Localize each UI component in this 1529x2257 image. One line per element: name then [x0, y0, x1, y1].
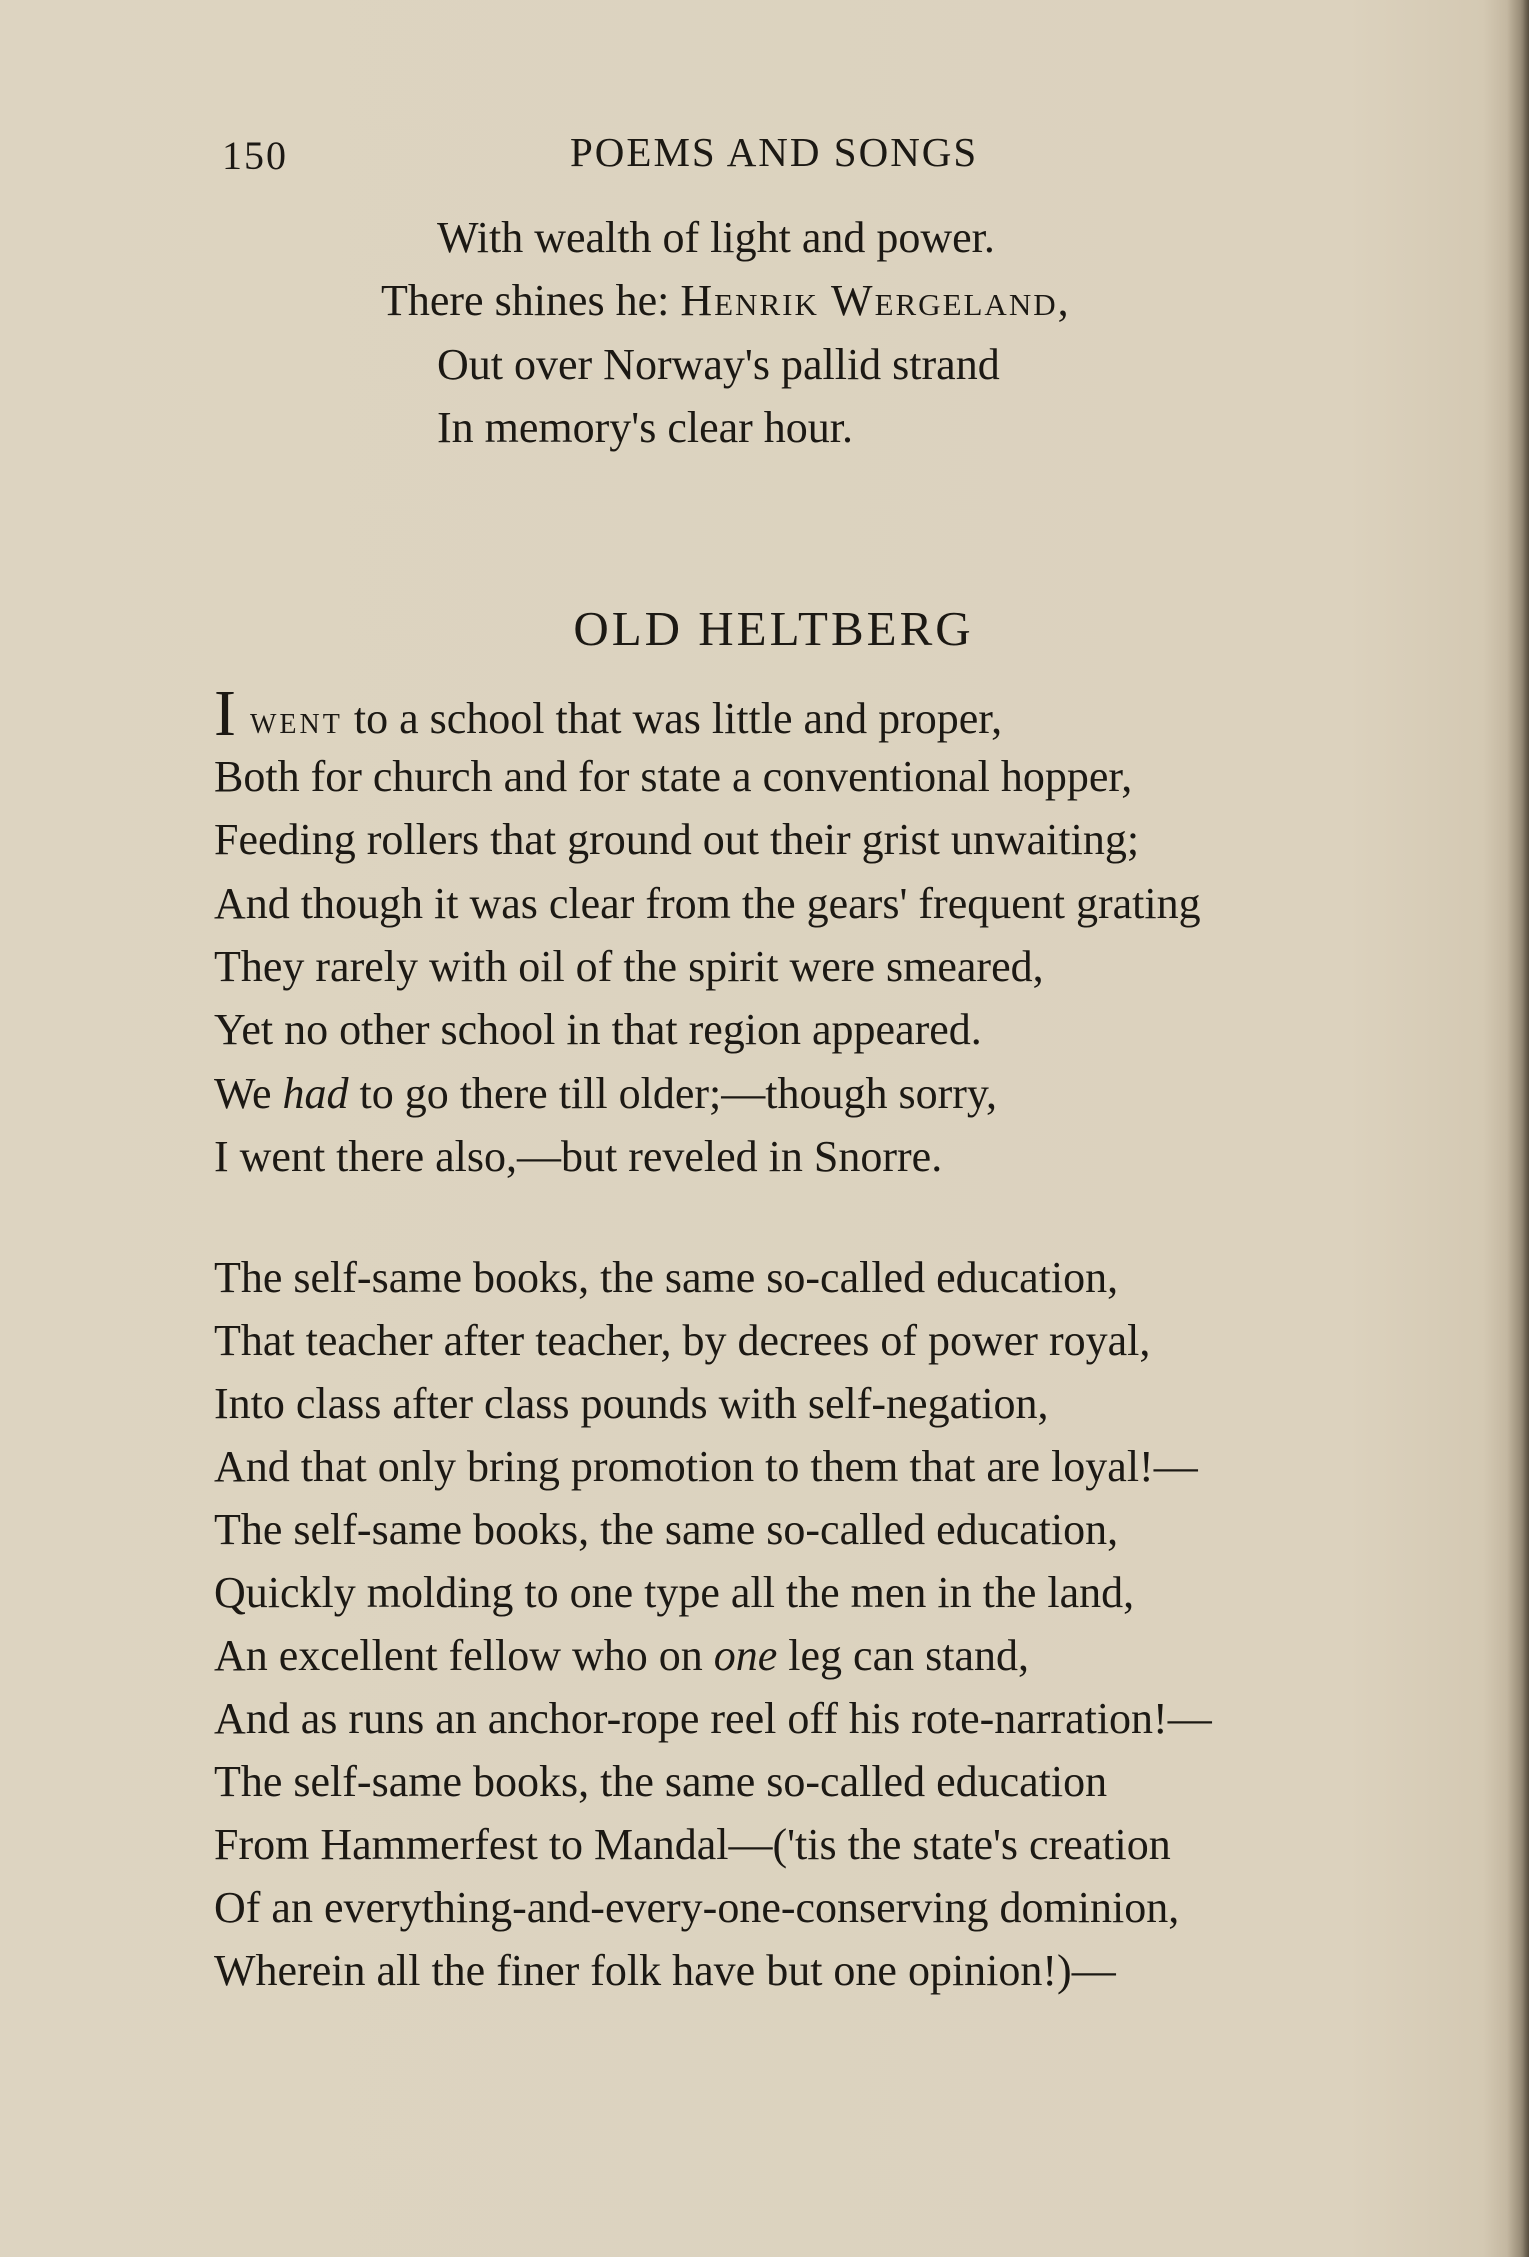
running-head: POEMS AND SONGS	[570, 129, 979, 175]
verse-line: Out over Norway's pallid strand	[437, 340, 1000, 389]
poem-title: OLD HELTBERG	[573, 601, 974, 656]
verse-line: Of an everything-and-every-one-conserving dominion,	[214, 1883, 1180, 1932]
verse-line-text: There shines he:	[381, 276, 670, 325]
verse-line: The self-same books, the same so-called education,	[214, 1505, 1119, 1554]
page-number: 150	[222, 133, 288, 178]
verse-line: Yet no other school in that region appeared.	[214, 1005, 982, 1054]
verse-line: With wealth of light and power.	[437, 213, 995, 262]
verse-line: Wherein all the finer folk have but one opinion!)—	[214, 1946, 1116, 1995]
verse-line: That teacher after teacher, by decrees of power royal,	[214, 1316, 1151, 1365]
verse-line-text: An excellent fellow who on	[214, 1631, 703, 1680]
verse-line	[214, 1630, 1029, 1682]
verse-line-text: to a school that was little and proper,	[353, 694, 1003, 743]
verse-line: And that only bring promotion to them that are loyal!—	[214, 1442, 1198, 1491]
page-header	[0, 128, 1529, 188]
verse-line	[214, 1068, 997, 1120]
verse-line: They rarely with oil of the spirit were smeared,	[214, 942, 1044, 991]
verse-line: Into class after class pounds with self-negation,	[214, 1379, 1049, 1428]
emphasis: one	[713, 1631, 778, 1680]
poet-name: Henrik Wergeland,	[680, 276, 1071, 325]
verse-line	[214, 677, 1003, 750]
verse-line: Quickly molding to one type all the men in the land,	[214, 1568, 1135, 1617]
verse-line-text: to go there till older;—though sorry,	[359, 1069, 998, 1118]
verse-line: Both for church and for state a conventional hopper,	[214, 752, 1133, 801]
verse-line: I went there also,—but reveled in Snorre.	[214, 1132, 943, 1181]
page-edge-shadow	[1507, 0, 1529, 2257]
verse-line: The self-same books, the same so-called education	[214, 1757, 1108, 1806]
verse-line: From Hammerfest to Mandal—('tis the state's creation	[214, 1820, 1171, 1869]
emphasis: had	[282, 1069, 349, 1118]
verse-line: In memory's clear hour.	[437, 403, 854, 452]
verse-line-text: We	[214, 1069, 272, 1118]
verse-line	[381, 275, 1071, 327]
first-word: went	[249, 697, 343, 742]
verse-line: Feeding rollers that ground out their grist unwaiting;	[214, 815, 1140, 864]
verse-line: And as runs an anchor-rope reel off his rote-narration!—	[214, 1694, 1212, 1743]
drop-cap: I	[214, 677, 236, 750]
verse-line: The self-same books, the same so-called education,	[214, 1253, 1119, 1302]
verse-line: And though it was clear from the gears' frequent grating	[214, 879, 1201, 928]
verse-line-text: leg can stand,	[788, 1631, 1029, 1680]
